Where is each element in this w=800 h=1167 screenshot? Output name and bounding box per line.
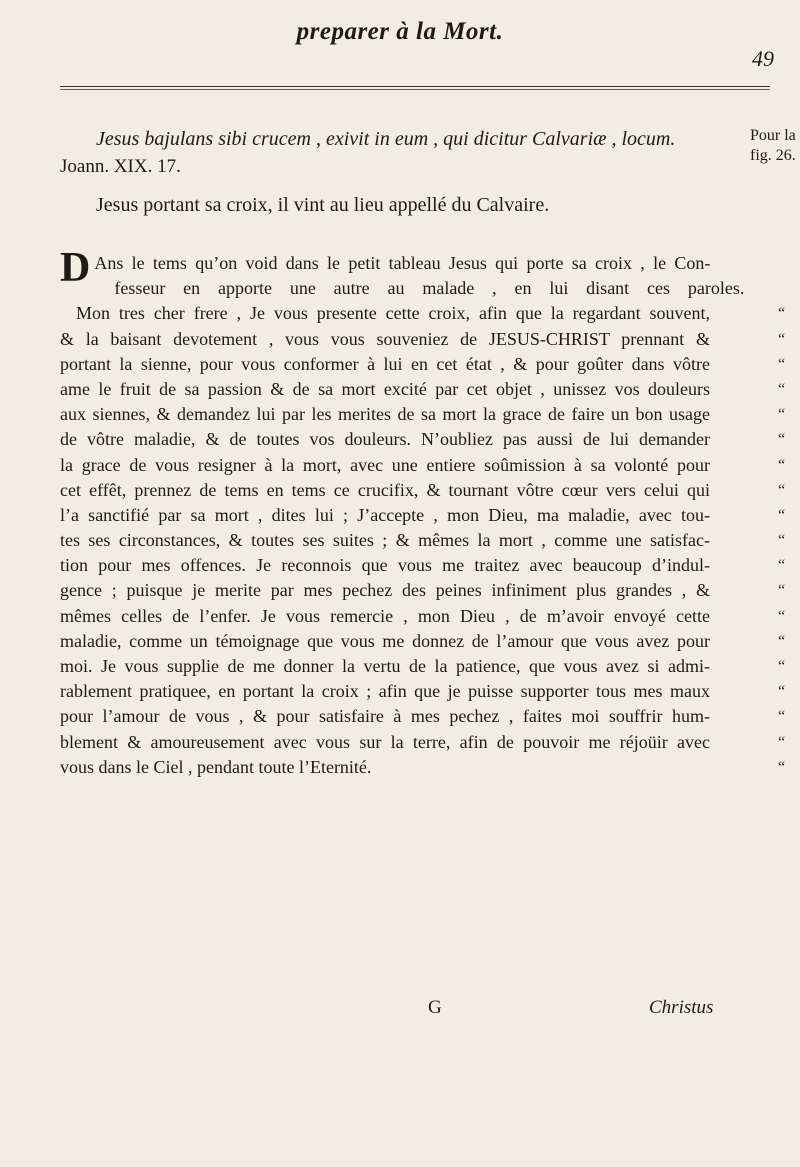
paragraph-line-text: de vôtre maladie, & de toutes vos douleurs. N’oubliez pas aussi de lui demander — [60, 429, 710, 450]
paragraph-line — [60, 402, 786, 427]
quote-mark: “ — [778, 632, 786, 650]
quote-mark: “ — [778, 607, 786, 625]
signature-mark: G — [428, 997, 442, 1018]
paragraph-line — [60, 730, 786, 755]
paragraph-line — [60, 453, 786, 478]
body-paragraph — [60, 245, 786, 780]
margin-note — [750, 126, 798, 166]
paragraph-line-text: gence ; puisque je merite par mes pechez des peines infiniment plus grandes , & — [60, 580, 710, 601]
paragraph-line — [60, 679, 786, 704]
quote-mark: “ — [778, 683, 786, 701]
margin-note-line1: Pour la — [750, 127, 796, 144]
paragraph-line-text: maladie, comme un témoignage que vous me donnez de l’amour que vous avez pour — [60, 630, 710, 651]
paragraph-line-text: vous dans le Ciel , pendant toute l’Eternité. — [60, 756, 372, 777]
paragraph-line-text: cet effêt, prennez de tems en tems ce crucifix, & tournant vôtre cœur vers celui qui — [60, 479, 710, 500]
paragraph-line-text: & la baisant devotement , vous vous souveniez de JESUS-CHRIST prennant & — [60, 328, 710, 349]
quote-mark: “ — [778, 532, 786, 550]
paragraph-line — [60, 629, 786, 654]
quote-mark: “ — [778, 658, 786, 675]
paragraph-line — [60, 654, 786, 679]
paragraph-line-text: tion pour mes offences. Je reconnois que vous me traitez avec beaucoup d’indul- — [60, 555, 710, 576]
paragraph-line-text: Ans le tems qu’on void dans le petit tableau Jesus qui porte sa croix , le Con- — [94, 253, 711, 273]
paragraph-line-text: rablement pratiquee, en portant la croix ; afin que je puisse supporter tous mes maux — [60, 681, 710, 702]
french-verse: Jesus portant sa croix, il vint au lieu appellé du Calvaire. — [96, 194, 550, 216]
paragraph-line-text: Mon tres cher frere , Je vous presente cette croix, afin que la regardant souvent, — [76, 303, 710, 324]
paragraph-line-text: tes ses circonstances, & toutes ses suites ; & mêmes la mort , comme une satisfac- — [60, 530, 710, 551]
verse-reference: Joann. XIX. 17. — [60, 156, 181, 177]
quote-mark: “ — [778, 380, 786, 398]
latin-verse: Jesus bajulans sibi crucem , exivit in eum , qui dicitur Calvariæ , locum. — [96, 128, 676, 150]
paragraph-line — [60, 553, 786, 578]
running-head: preparer à la Mort. — [296, 18, 504, 45]
paragraph-line — [60, 352, 786, 377]
page-number: 49 — [752, 46, 774, 71]
paragraph-line-text: aux siennes, & demandez lui par les merites de sa mort la grace de faire un bon usage — [60, 404, 710, 425]
paragraph-line-text: la grace de vous resigner à la mort, avec une entiere soûmission à sa volonté pour — [60, 454, 710, 475]
quote-mark: “ — [778, 431, 786, 449]
paragraph-line-text: l’a sanctifié par sa mort , dites lui ; J’accepte , mon Dieu, ma maladie, avec tou- — [60, 504, 710, 525]
paragraph-line — [60, 578, 786, 603]
drop-cap: D — [60, 245, 91, 291]
paragraph-line — [60, 604, 786, 629]
quote-mark: “ — [778, 305, 786, 323]
paragraph-line — [60, 478, 786, 503]
quote-mark: “ — [778, 406, 786, 424]
paragraph-line — [60, 327, 786, 352]
paragraph-line — [60, 427, 786, 452]
paragraph-line-text: portant la sienne, pour vous conformer à lui en cet état , & pour goûter dans vôtre — [60, 353, 710, 374]
header-rule — [60, 86, 770, 87]
paragraph-line — [60, 377, 786, 402]
catchword: Christus — [649, 997, 714, 1018]
paragraph-line — [60, 276, 760, 301]
paragraph-line-text: blement & amoureusement avec vous sur la terre, afin de pouvoir me réjoüir avec — [60, 731, 710, 752]
quote-mark: “ — [778, 330, 786, 348]
paragraph-line-text: fesseur en apporte une autre au malade , en lui disant ces paroles. — [114, 278, 745, 299]
paragraph-line — [60, 301, 786, 326]
quote-mark: “ — [778, 456, 786, 474]
margin-note-line2: fig. 26. — [750, 147, 796, 164]
paragraph-line — [60, 755, 786, 780]
quote-mark: “ — [778, 582, 786, 600]
quote-mark: “ — [778, 506, 786, 524]
paragraph-line-text: mêmes celles de l’enfer. Je vous remercie , mon Dieu , de m’avoir envoyé cette — [60, 605, 710, 626]
paragraph-line-text: pour l’amour de vous , & pour satisfaire à mes pechez , faites moi souffrir hum- — [60, 706, 710, 727]
paragraph-line — [60, 528, 786, 553]
quote-mark: “ — [778, 758, 786, 776]
quote-mark: “ — [778, 708, 786, 726]
quote-mark: “ — [778, 355, 786, 373]
paragraph-line — [60, 704, 786, 729]
paragraph-line — [60, 503, 786, 528]
header-rule-thin — [60, 89, 770, 90]
quote-mark: “ — [778, 557, 786, 575]
quote-mark: “ — [778, 481, 786, 499]
paragraph-line-text: moi. Je vous supplie de me donner la vertu de la patience, que vous avez si admi- — [60, 656, 710, 676]
paragraph-line-text: ame le fruit de sa passion & de sa mort excité par cet objet , unissez vos douleurs — [60, 378, 710, 399]
quote-mark: “ — [778, 733, 786, 751]
